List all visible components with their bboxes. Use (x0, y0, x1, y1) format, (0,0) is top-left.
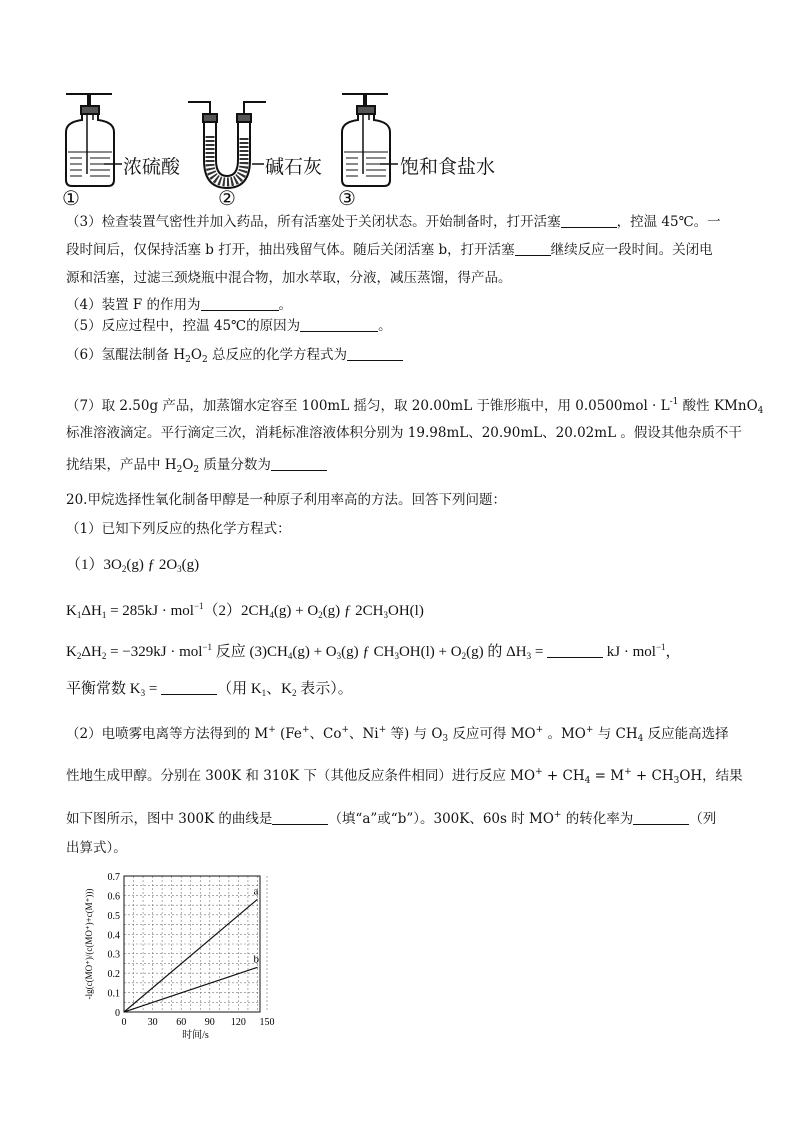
subscript: 2 (76, 651, 82, 661)
y-tick-label: 0.5 (107, 910, 120, 922)
text-line (66, 805, 716, 829)
text-segment: (g) ƒ 2O (126, 557, 178, 573)
x-axis-label: 时间/s (182, 1030, 209, 1041)
gas-bottle-1 (66, 94, 114, 186)
superscript: + (378, 725, 387, 735)
subscript: 4 (287, 651, 293, 661)
text-line (66, 679, 353, 703)
subscript: 3 (526, 651, 532, 661)
subscript: 2 (292, 688, 297, 698)
y-axis-label: -lg(c(MO⁺)/(c(MO⁺)+c(M⁺))) (84, 888, 94, 1000)
superscript: + (535, 725, 544, 735)
text-line (66, 423, 742, 443)
gas-bottle-3 (342, 94, 390, 186)
text-segment: 性地生成甲醇。分别在 300K 和 310K 下（其他反应条件相同）进行反应 MO (66, 768, 536, 784)
subscript: 2 (193, 465, 200, 475)
text-segment: 反应能高选择 (643, 726, 729, 742)
answer-blank[interactable] (633, 810, 689, 825)
text-segment: （4）装置 F 的作用为 (66, 297, 201, 313)
subscript: 2 (121, 564, 127, 574)
text-segment: = (531, 644, 548, 660)
text-segment: 总反应的化学方程式为 (207, 347, 347, 363)
text-segment: （1）已知下列反应的热化学方程式： (66, 521, 291, 537)
text-line (66, 838, 127, 858)
subscript: 2 (201, 355, 208, 365)
x-tick-label: 90 (204, 1017, 215, 1028)
text-line (66, 345, 403, 370)
subscript: 1 (76, 610, 82, 620)
text-segment: 。 (378, 318, 392, 334)
x-tick-label: 150 (259, 1017, 275, 1028)
text-segment: kJ · mol (603, 644, 656, 660)
subscript: 4 (757, 406, 764, 416)
superscript: + (268, 725, 276, 735)
text-line (66, 555, 199, 579)
text-segment: 平衡常数 K (66, 681, 141, 697)
text-segment: （5）反应过程中，控温 45℃的原因为 (66, 318, 301, 334)
subscript: 1 (261, 688, 267, 698)
text-segment: （填“a”或“b”）。300K、60s 时 MO (328, 811, 554, 827)
answer-blank[interactable] (271, 456, 327, 471)
text-segment: ΔH (81, 603, 102, 619)
text-segment: 段时间后，仅保持活塞 b 打开，抽出残留气体。随后关闭活塞 b，打开活塞 (66, 242, 515, 258)
subscript: 2 (101, 651, 107, 661)
x-tick-label: 60 (176, 1017, 187, 1028)
text-line (66, 316, 392, 336)
text-segment: K (66, 644, 77, 660)
superscript: -1 (669, 397, 679, 407)
label-soda-lime: 碱石灰 (265, 156, 323, 178)
superscript: + (341, 725, 349, 735)
subscript: 3 (140, 688, 146, 698)
y-tick-label: 0.3 (107, 949, 120, 961)
x-tick-label: 0 (121, 1017, 127, 1028)
text-line (66, 720, 729, 749)
text-segment: 继续反应一段时间。关闭电 (550, 242, 713, 258)
text-segment: 。 (278, 297, 293, 313)
text-line (66, 295, 292, 315)
answer-blank[interactable] (272, 810, 328, 825)
text-segment: 等) 与 O (386, 726, 443, 742)
text-segment: （列 (689, 811, 717, 827)
text-segment: 与 CH (593, 726, 638, 742)
subscript: 3 (177, 564, 182, 574)
text-segment: 如下图所示，图中 300K 的曲线是 (66, 811, 273, 827)
subscript: 2 (185, 355, 191, 365)
text-line (66, 762, 743, 791)
text-segment: ΔH (81, 644, 102, 660)
subscript: 2 (176, 465, 183, 475)
subscript: 3 (394, 651, 399, 661)
text-segment: 反应 (3)CH (212, 644, 288, 660)
text-segment: （3）检查装置气密性并加入药品，所有活塞处于关闭状态。开始制备时，打开活塞 (66, 214, 561, 230)
y-tick-label: 0.4 (107, 930, 120, 942)
superscript: + (624, 767, 632, 777)
series-label-a: a (253, 885, 259, 898)
superscript: + (535, 767, 543, 777)
text-segment: (Fe (275, 726, 302, 742)
text-segment: （1）3O (66, 557, 122, 573)
text-line (66, 637, 681, 666)
text-segment: 20.甲烷选择性氧化制备甲醇是一种原子利用率高的方法。回答下列问题： (66, 492, 506, 508)
text-segment: 质量分数为 (199, 457, 271, 473)
apparatus-number-1: ① (62, 186, 80, 210)
text-line (66, 519, 291, 539)
text-segment: ，控温 45℃。一 (616, 214, 721, 230)
subscript: 1 (101, 610, 107, 620)
text-segment: = 285kJ · mol (106, 603, 194, 619)
text-segment: O (190, 347, 202, 363)
label-conc-sulfuric-acid: 浓硫酸 (123, 156, 181, 178)
text-segment: 酸性 KMnO (678, 398, 758, 414)
text-segment: = M (590, 768, 625, 784)
superscript: + (553, 810, 562, 820)
text-line (66, 490, 506, 510)
label-saturated-brine: 饱和食盐水 (400, 156, 496, 178)
subscript: 3 (442, 734, 449, 744)
text-segment: 。MO (543, 726, 586, 742)
series-label-b: b (253, 953, 259, 966)
superscript: + (301, 725, 310, 735)
subscript: 4 (584, 776, 591, 786)
text-segment: 源和活塞，过滤三颈烧瓶中混合物，加水萃取，分液，减压蒸馏，得产品。 (66, 270, 512, 286)
answer-blank[interactable] (161, 680, 217, 695)
text-line (66, 240, 713, 260)
y-tick-label: 0.7 (107, 872, 120, 883)
superscript: + (585, 725, 594, 735)
text-segment: 扰结果，产品中 H (66, 457, 177, 473)
subscript: 3 (673, 776, 680, 786)
text-line (66, 268, 512, 288)
text-segment: 、Ni (349, 726, 379, 742)
text-segment: ， (665, 644, 681, 660)
text-segment: (g) (181, 557, 200, 573)
text-segment: O (182, 457, 194, 473)
text-segment: 、K (266, 681, 292, 697)
subscript: 2 (461, 651, 467, 661)
answer-blank[interactable] (561, 213, 617, 228)
text-segment: （用 K (217, 681, 262, 697)
text-segment: (g) ƒ 2CH (322, 603, 384, 619)
text-segment: (g) ƒ CH (341, 644, 395, 660)
subscript: 3 (336, 651, 342, 661)
text-segment: K (66, 603, 77, 619)
conversion-chart (70, 860, 300, 1041)
y-tick-label: 0 (115, 1008, 120, 1019)
text-segment: (g) + O (273, 603, 319, 619)
answer-blank[interactable] (201, 296, 279, 311)
text-line (66, 392, 763, 421)
text-segment: 的转化率为 (561, 811, 634, 827)
text-segment: + CH (542, 768, 585, 784)
answer-blank[interactable] (300, 317, 378, 332)
x-tick-label: 120 (230, 1017, 246, 1028)
text-segment: （6）氢醌法制备 H (66, 347, 186, 363)
text-segment: (g) + O (292, 644, 337, 660)
answer-blank[interactable] (515, 241, 551, 256)
text-segment: 出算式）。 (66, 840, 127, 856)
text-segment: 、Co (309, 726, 342, 742)
text-segment: = (145, 681, 162, 697)
answer-blank[interactable] (547, 643, 603, 658)
subscript: 2 (318, 610, 323, 620)
text-line (66, 212, 721, 232)
u-tube-2 (188, 102, 266, 188)
text-segment: 标准溶液滴定。平行滴定三次，消耗标准溶液体积分别为 19.98mL、20.90mL、20.02mL 。假设其他杂质不干 (66, 425, 742, 441)
y-tick-label: 0.6 (107, 891, 120, 903)
y-tick-label: 0.1 (107, 988, 120, 1000)
subscript: 3 (383, 610, 389, 620)
x-tick-label: 30 (147, 1017, 158, 1028)
answer-blank[interactable] (347, 346, 403, 361)
subscript: 4 (269, 610, 274, 620)
apparatus-number-2: ② (218, 186, 236, 210)
text-segment: 反应可得 MO (448, 726, 536, 742)
text-segment: OH(l) (388, 603, 424, 619)
text-line (66, 596, 424, 625)
superscript: −1 (202, 642, 212, 652)
text-segment: OH，结果 (679, 768, 743, 784)
text-segment: （2）电喷雾电离等方法得到的 M (66, 726, 269, 742)
apparatus-diagram (60, 80, 600, 210)
text-segment: 表示）。 (296, 681, 353, 697)
text-segment: + CH (631, 768, 674, 784)
apparatus-number-3: ③ (338, 186, 356, 210)
text-segment: (g) 的 ΔH (466, 644, 527, 660)
text-segment: （2）2CH (203, 603, 270, 619)
text-segment: OH(l) + O (398, 644, 462, 660)
superscript: −1 (655, 642, 666, 652)
text-segment: （7）取 2.50g 产品，加蒸馏水定容至 100mL 摇匀，取 20.00mL 于锥形瓶中，用 0.0500mol · L (66, 398, 670, 414)
subscript: 4 (637, 734, 644, 744)
y-tick-label: 0.2 (107, 969, 120, 981)
text-line (66, 455, 327, 480)
superscript: −1 (193, 601, 204, 611)
text-segment: = −329kJ · mol (106, 644, 203, 660)
